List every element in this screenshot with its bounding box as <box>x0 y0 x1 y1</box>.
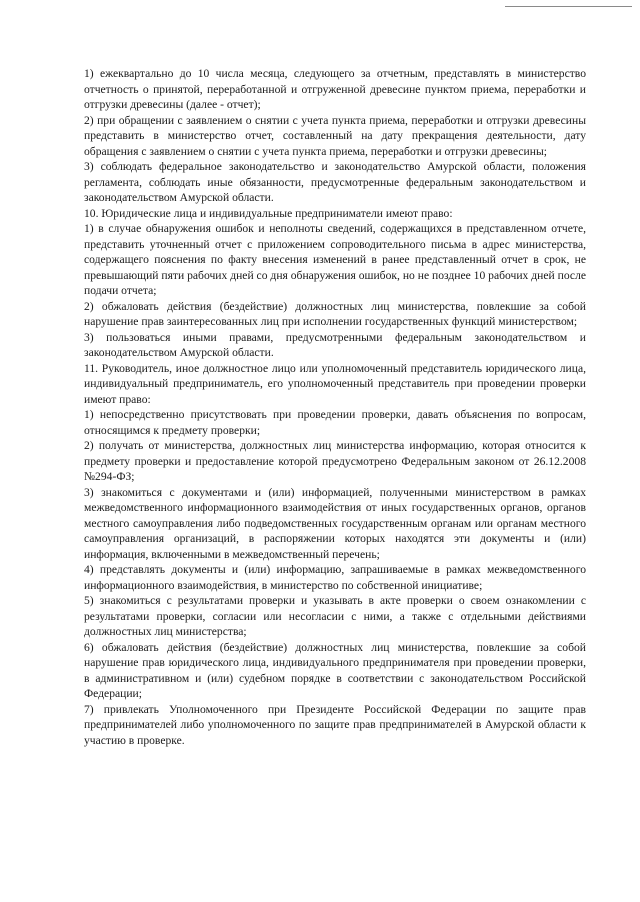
paragraph-inspection-right-3: 3) знакомиться с документами и (или) информацией, полученными министерством в рамках межведомственного информационного взаимодействия от иных государственных органов, органов местного самоуправления либо подведомственных государственным органам или органам местного самоуправления организаций, в распоряжении которых находятся эти документы и (или) информация, включенными в межведомственный перечень; <box>84 485 586 561</box>
paragraph-inspection-right-4: 4) представлять документы и (или) информацию, запрашиваемые в рамках межведомственного информационного взаимодействия, в министерство по собственной инициативе; <box>84 563 586 592</box>
paragraph-obligation-3: 3) соблюдать федеральное законодательство и законодательство Амурской области, положения регламента, соблюдать иные обязанности, предусмотренные федеральным законодательством и законодательством Амурской области. <box>84 160 586 204</box>
paragraph-right-1: 1) в случае обнаружения ошибок и неполноты сведений, содержащихся в представленном отчете, представить уточненный отчет с приложением сопроводительного письма в адрес министерства, содержащего пояснения по факту внесения изменений в ранее представленный отчет в срок, не превышающий пяти рабочих дней со дня обнаружения ошибок, но не позднее 10 рабочих дней после подачи отчета; <box>84 222 586 297</box>
section-11-heading: 11. Руководитель, иное должностное лицо или уполномоченный представитель юридического лица, индивидуальный предприниматель, его уполномоченный представитель при проведении проверки имеют право: <box>84 361 586 406</box>
paragraph-right-3: 3) пользоваться иными правами, предусмотренными федеральным законодательством и законодательством Амурской области. <box>84 330 586 359</box>
paragraph-right-2: 2) обжаловать действия (бездействие) должностных лиц министерства, повлекшие за собой нарушение прав заинтересованных лиц при исполнении государственных функций министерством; <box>84 299 586 328</box>
paragraph-inspection-right-5: 5) знакомиться с результатами проверки и указывать в акте проверки о своем ознакомлении с результатами проверки, согласии или несогласии с ними, а также с отдельными действиями должностных лиц министерства; <box>84 594 586 638</box>
section-10-heading: 10. Юридические лица и индивидуальные предприниматели имеют право: <box>84 206 453 220</box>
scan-edge-line <box>505 6 632 7</box>
paragraph-inspection-right-6: 6) обжаловать действия (бездействие) должностных лиц министерства, повлекшие за собой нарушение прав юридического лица, индивидуального предпринимателя при проведении проверки, в административном и (или) судебном порядке в соответствии с законодательством Российской Федерации; <box>84 640 586 700</box>
paragraph-inspection-right-2: 2) получать от министерства, должностных лиц министерства информацию, которая относится к предмету проверки и предоставление которой предусмотрено Федеральным законом от 26.12.2008 №294-ФЗ; <box>84 439 586 483</box>
paragraph-obligation-1: 1) ежеквартально до 10 числа месяца, следующего за отчетным, представлять в министерство отчетность о принятой, переработанной и отгруженной древесине пунктом приема, переработки и отгрузки древесины (далее - отчет); <box>84 67 586 111</box>
paragraph-inspection-right-7: 7) привлекать Уполномоченного при Президенте Российской Федерации по защите прав предпринимателей либо уполномоченного по защите прав предпринимателей в Амурской области к участию в проверке. <box>84 702 586 747</box>
paragraph-obligation-2: 2) при обращении с заявлением о снятии с учета пункта приема, переработки и отгрузки древесины представить в министерство отчет, составленный на дату прекращения деятельности, дату обращения с заявлением о снятии с учета пункта приема, переработки и отгрузки древесины; <box>84 113 586 158</box>
paragraph-inspection-right-1: 1) непосредственно присутствовать при проведении проверки, давать объяснения по вопросам, относящимся к предмету проверки; <box>84 408 586 437</box>
document-page <box>84 66 586 748</box>
